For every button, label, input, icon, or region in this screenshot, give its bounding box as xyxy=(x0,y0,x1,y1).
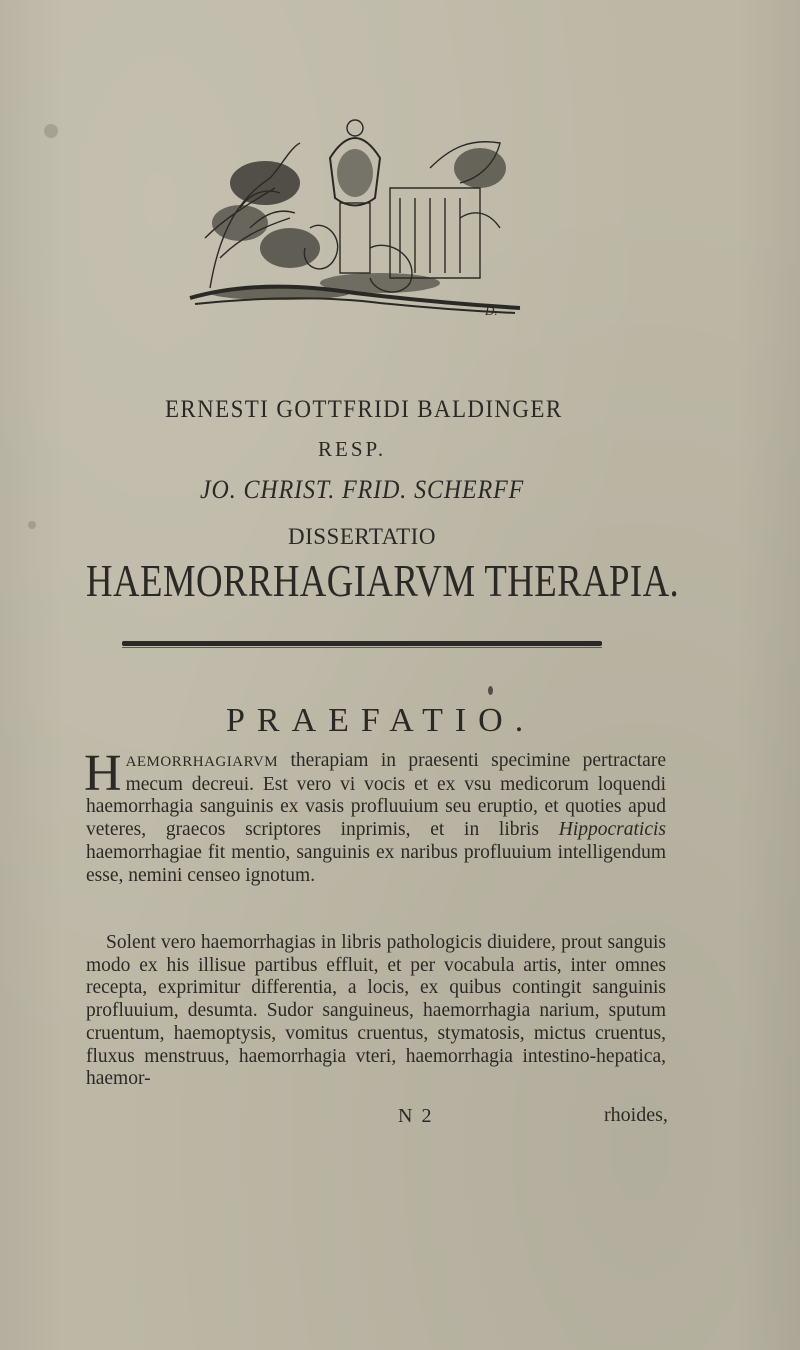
catchword: rhoides, xyxy=(604,1104,668,1126)
dissertation-title: HAEMORRHAGIARVM THERAPIA. xyxy=(86,555,680,606)
signature-mark: N 2 xyxy=(398,1105,434,1127)
drop-cap: H xyxy=(84,745,122,802)
paragraph-1-text-a: therapiam in praesenti specimine pertractare mecum decreui. Est vero vi vocis et ex vsu medicorum loquendi haemorrhagia sanguinis ex vasis profluuium seu eruptio, et quoties apud veteres, graecos scriptores inprimis, et in libris xyxy=(86,750,666,841)
paragraph-1-italic: Hippocraticis xyxy=(558,819,666,841)
engraved-vignette xyxy=(180,108,530,323)
vignette-signature: D. xyxy=(485,303,498,318)
author-name: ERNESTI GOTTFRIDI BALDINGER xyxy=(165,396,563,423)
paper-stain xyxy=(44,124,58,138)
title-rule xyxy=(122,641,602,646)
paragraph-2 xyxy=(86,932,666,1091)
section-heading: PRAEFATIO. xyxy=(226,702,536,739)
paragraph-1 xyxy=(84,745,666,887)
smallcaps-word: AEMORRHAGIARVM xyxy=(125,754,279,770)
paper-stain xyxy=(28,521,36,529)
paragraph-2-text: Solent vero haemorrhagias in libris pathologicis diuidere, prout sanguis modo ex his illisue partibus effluit, et per vocabula artis, inter omnes recepta, exprimitur differentia, a locis, ex quibus contingit sanguinis profluuium, desumta. Sudor sanguineus, haemorrhagia narium, sputum cruentum, haemoptysis, vomitus cruentus, stymatosis, mictus cruentus, fluxus menstruus, haemorrhagia vteri, haemorrhagia intestino-hepatica, haemor- xyxy=(86,932,666,1090)
paper-stain xyxy=(488,686,493,695)
paragraph-1-text-b: haemorrhagiae fit mentio, sanguinis ex naribus profluuium intelligendum esse, nemini censeo ignotum. xyxy=(86,841,666,886)
respondent-name: JO. CHRIST. FRID. SCHERFF xyxy=(200,475,525,504)
document-type: DISSERTATIO xyxy=(288,524,436,549)
resp-label: RESP. xyxy=(318,437,387,461)
title-rule-thin xyxy=(122,647,602,648)
